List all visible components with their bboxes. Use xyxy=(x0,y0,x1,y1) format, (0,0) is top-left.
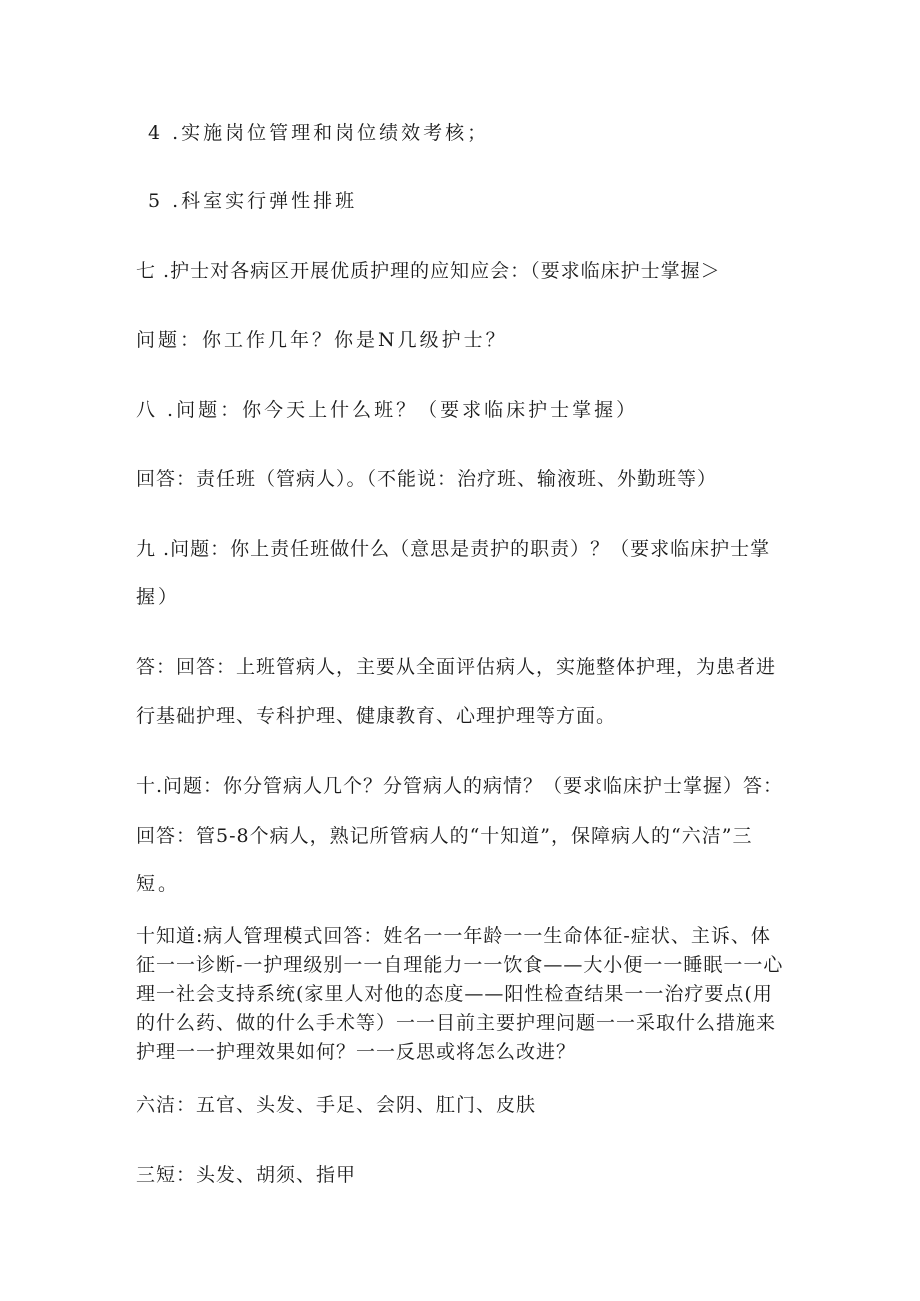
section-9-answer-cont: 行基础护理、专科护理、健康教育、心理护理等方面。 xyxy=(136,705,617,727)
section-8-answer: 回答：责任班（管病人）。（不能说：治疗班、输液班、外勤班等） xyxy=(136,468,718,490)
section-10-answer-cont: 短。 xyxy=(136,873,181,895)
item-5: 5 .科室实行弹性排班 xyxy=(148,190,358,212)
question-work-years: 问题：你工作几年？你是N几级护士？ xyxy=(136,329,508,351)
ten-knows-line: 的什么药、做的什么手术等）一一目前主要护理问题一一采取什么措施来 xyxy=(136,1012,777,1034)
ten-knows-line: 征一一诊断-一护理级别一一自理能力一一饮食——大小便一一睡眠一一心 xyxy=(136,954,784,976)
item-4: 4 .实施岗位管理和岗位绩效考核； xyxy=(148,122,490,144)
ten-knows-paragraph xyxy=(136,922,796,1067)
section-9-question-cont: 握） xyxy=(136,586,181,608)
section-8-question: 八 .问题：你今天上什么班？（要求临床护士掌握） xyxy=(136,399,639,421)
ten-knows-line: 十知道:病人管理模式回答：姓名一一年龄一一生命体征-症状、主诉、体 xyxy=(136,925,771,947)
three-shorts: 三短：头发、胡须、指甲 xyxy=(136,1164,357,1186)
section-10-answer: 回答：管5-8个病人，熟记所管病人的“十知道”，保障病人的“六洁”三 xyxy=(136,825,753,847)
ten-knows-line: 护理一一护理效果如何？一一反思或将怎么改进？ xyxy=(136,1041,577,1063)
section-9-answer: 答：回答：上班管病人，主要从全面评估病人，实施整体护理，为患者进 xyxy=(136,656,777,678)
section-9-question: 九 .问题：你上责任班做什么（意思是责护的职责）？（要求临床护士掌 xyxy=(136,538,771,560)
section-10-question: 十.问题：你分管病人几个？分管病人的病情？（要求临床护士掌握）答： xyxy=(136,775,784,797)
section-7-heading: 七 .护士对各病区开展优质护理的应知应会：（要求临床护士掌握＞ xyxy=(136,260,721,282)
six-cleans: 六洁：五官、头发、手足、会阴、肛门、皮肤 xyxy=(136,1094,537,1116)
ten-knows-line: 理一社会支持系统(家里人对他的态度——阳性检查结果一一治疗要点(用 xyxy=(136,983,773,1005)
